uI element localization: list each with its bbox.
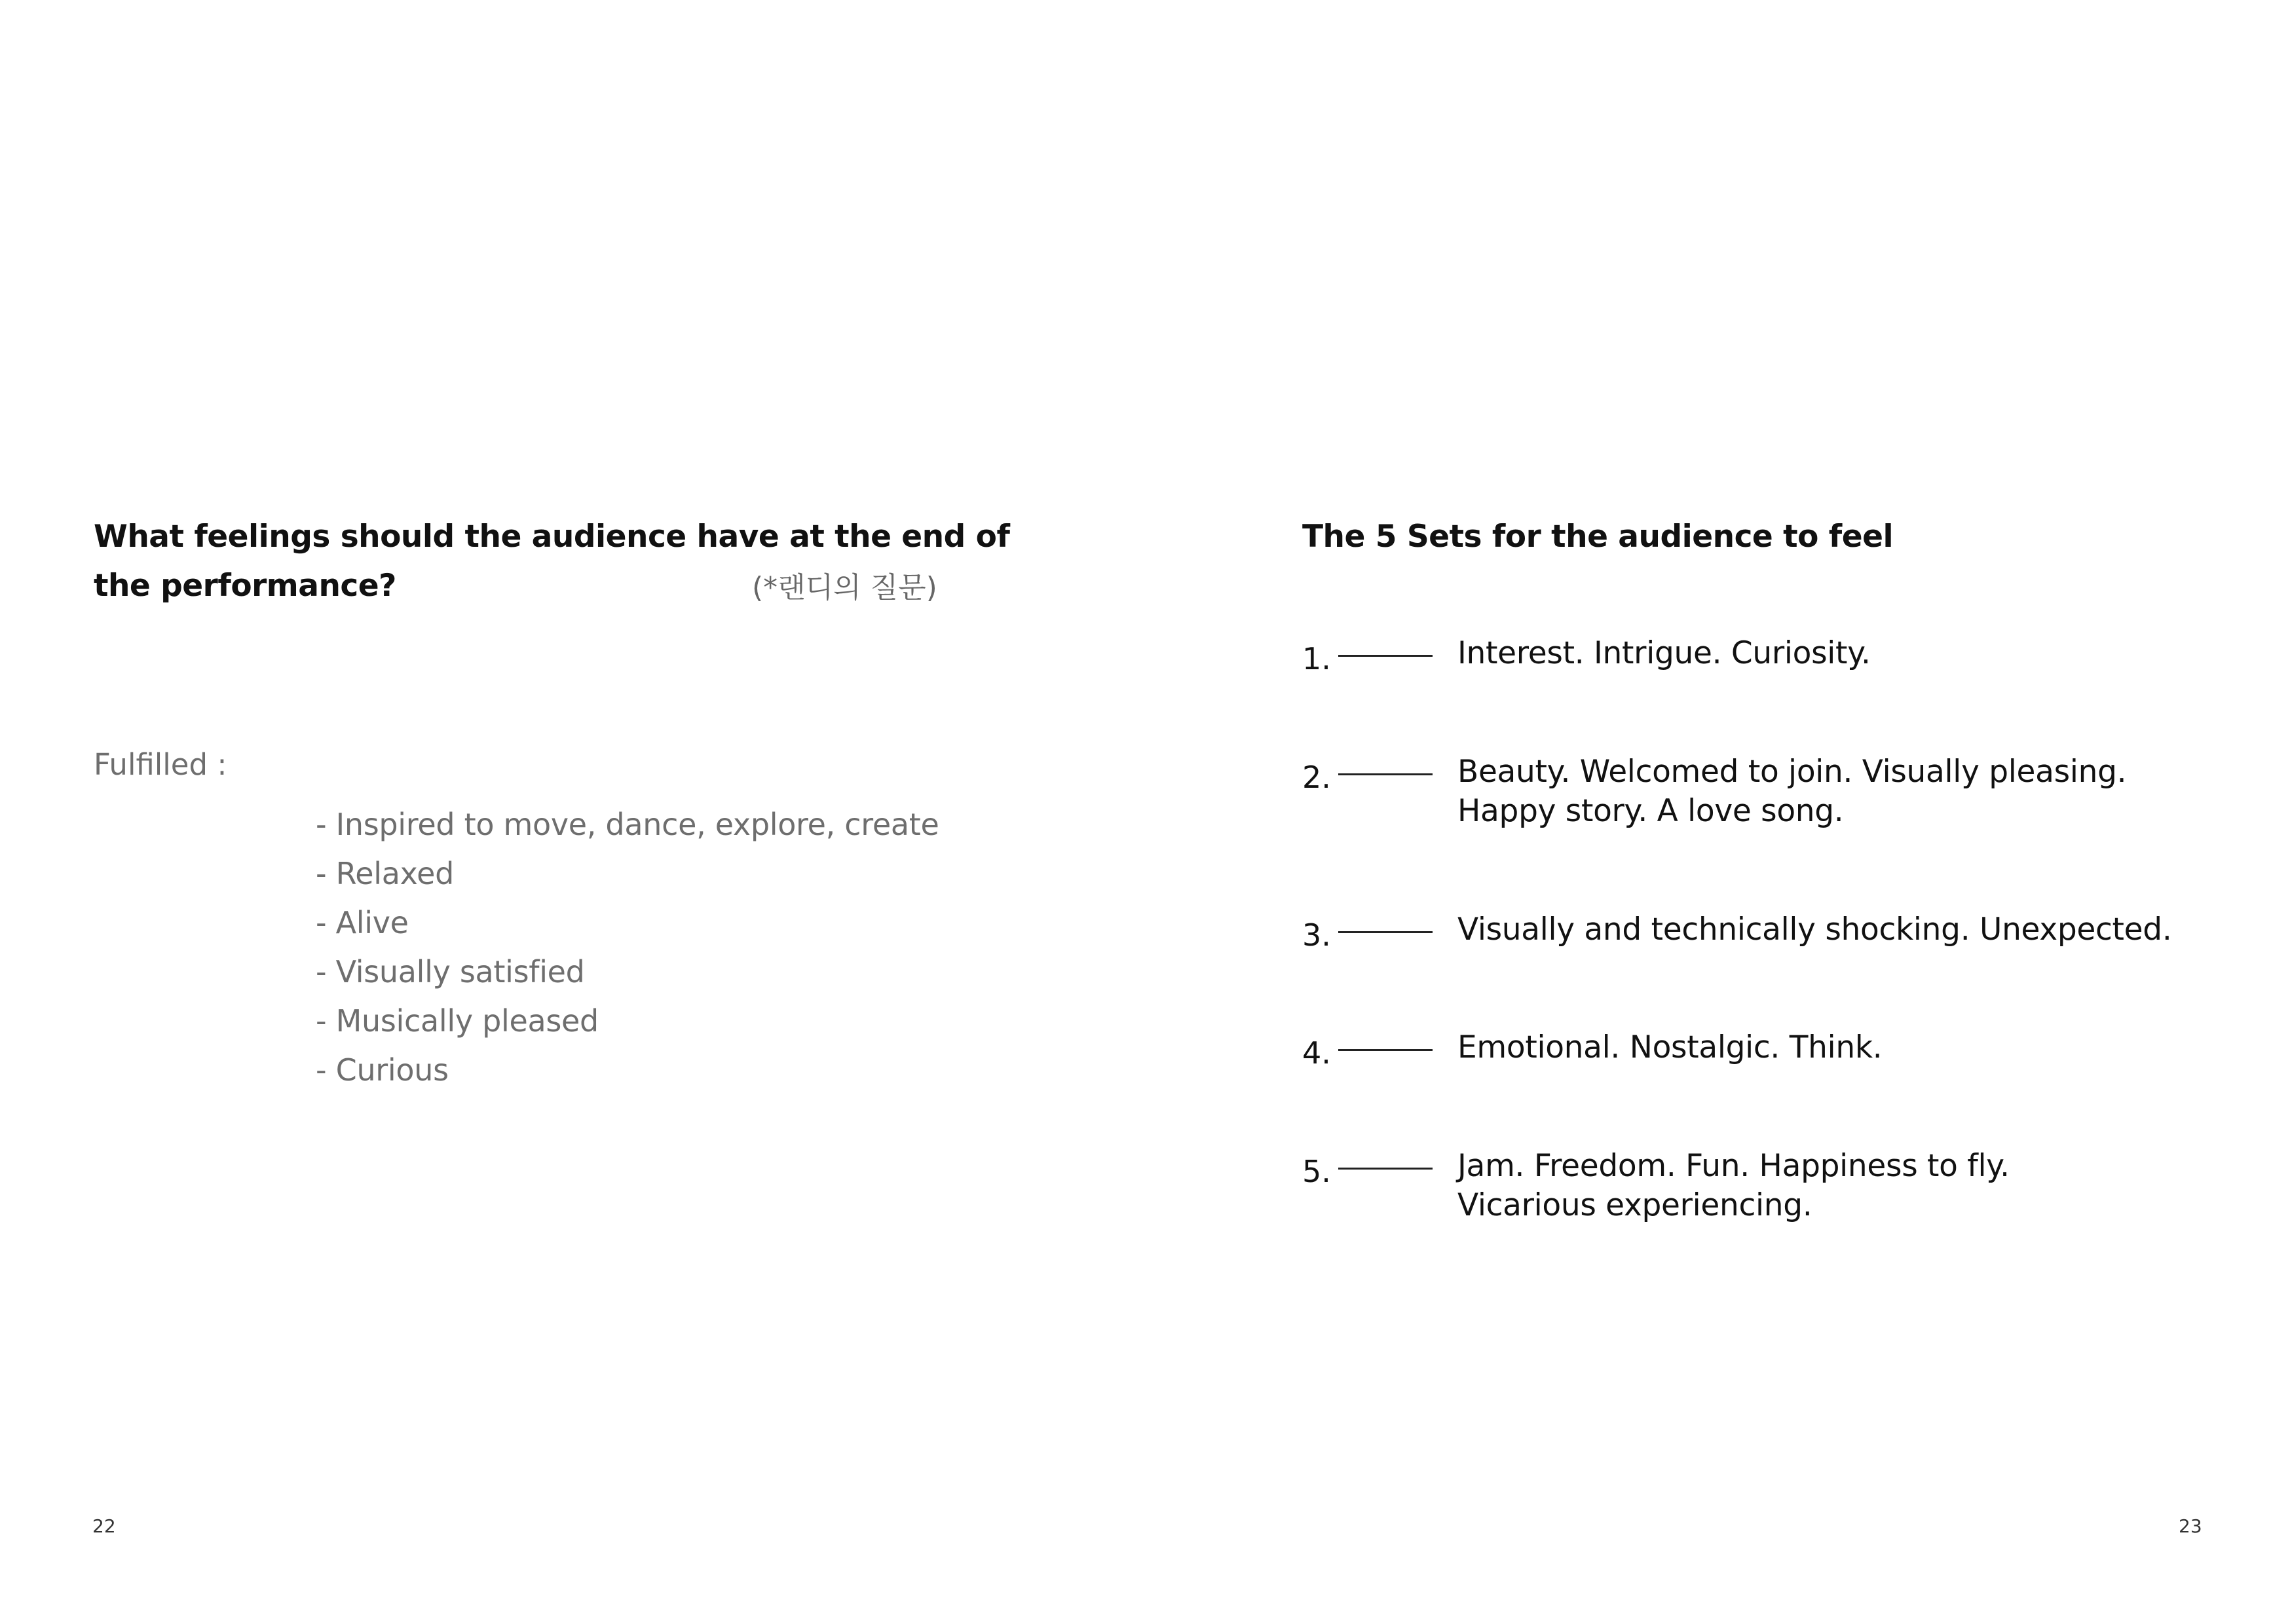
dash-line (1338, 931, 1433, 933)
list-item: - Relaxed (316, 856, 454, 891)
set-number: 2. (1302, 760, 1331, 795)
set-number: 5. (1302, 1154, 1331, 1189)
dash-line (1338, 773, 1433, 775)
set-number: 1. (1302, 641, 1331, 676)
set-description-line: Happy story. A love song. (1457, 793, 1844, 829)
page-number: 22 (92, 1515, 116, 1537)
set-description (1457, 1028, 1882, 1067)
set-description-line: Beauty. Welcomed to join. Visually pleasing. (1457, 754, 2127, 790)
dash-line (1338, 655, 1433, 657)
set-number: 3. (1302, 917, 1331, 953)
set-number: 4. (1302, 1035, 1331, 1071)
question-heading-line-1: What feelings should the audience have at the end of (94, 519, 1010, 555)
list-item: - Curious (316, 1052, 449, 1088)
set-description (1457, 634, 1871, 673)
list-item: - Alive (316, 905, 409, 940)
set-description-line: Emotional. Nostalgic. Think. (1457, 1029, 1883, 1065)
set-description (1457, 752, 2126, 831)
set-description (1457, 910, 2171, 950)
set-description-line: Vicarious experiencing. (1457, 1187, 1812, 1223)
fulfilled-label: Fulfilled : (94, 747, 227, 782)
dash-line (1338, 1049, 1433, 1051)
set-description-line: Interest. Intrigue. Curiosity. (1457, 635, 1871, 671)
dash-line (1338, 1168, 1433, 1170)
right-page (1145, 0, 2290, 1624)
page-number: 23 (2179, 1515, 2202, 1537)
set-description-line: Visually and technically shocking. Unexpected. (1457, 912, 2172, 948)
list-item: - Musically pleased (316, 1003, 599, 1039)
set-description-line: Jam. Freedom. Fun. Happiness to fly. (1457, 1148, 2010, 1184)
korean-note: (*랜디의 질문) (752, 571, 937, 604)
list-item: - Inspired to move, dance, explore, create (316, 807, 939, 842)
sets-heading: The 5 Sets for the audience to feel (1302, 519, 1894, 555)
list-item: - Visually satisfied (316, 954, 585, 989)
feelings-list (316, 800, 939, 1095)
question-heading-line-2: the performance? (94, 568, 396, 604)
set-description (1457, 1147, 2010, 1225)
